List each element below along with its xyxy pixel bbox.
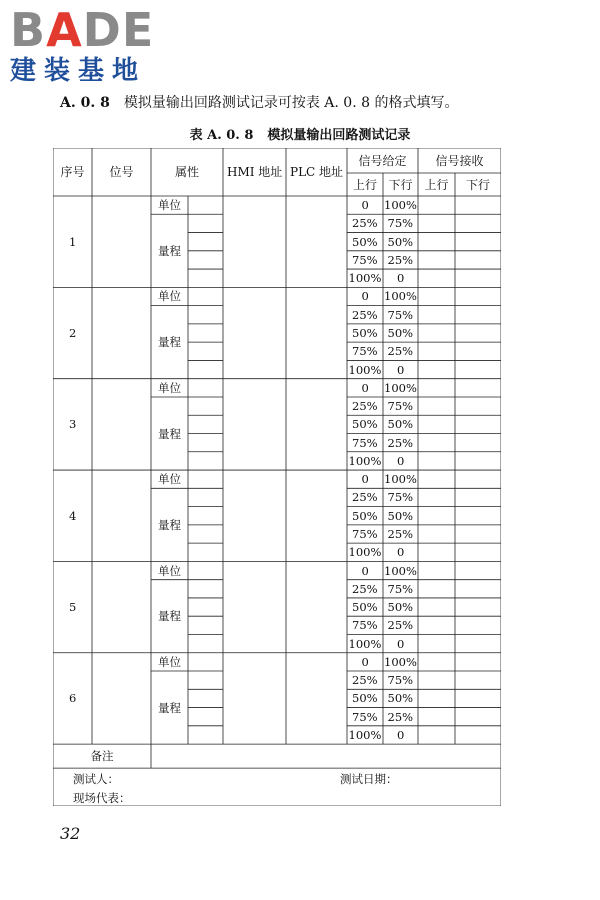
intro-text: 模拟量输出回路测试记录可按表 A. 0. 8 的格式填写。 xyxy=(123,95,459,111)
signal-given-down-value: 50% xyxy=(387,600,414,615)
unit-label: 单位 xyxy=(158,289,181,304)
signal-given-up-value: 50% xyxy=(352,326,378,341)
header-tag: 位号 xyxy=(109,165,134,179)
logo-letters-de: DE xyxy=(82,3,155,57)
unit-label: 单位 xyxy=(158,380,181,395)
table-caption xyxy=(0,124,600,143)
header-signal-given: 信号给定 xyxy=(358,153,407,168)
logo-letter-a: A xyxy=(46,3,83,57)
header-given-up: 上行 xyxy=(353,177,378,192)
signal-given-up-value: 25% xyxy=(352,673,378,688)
signal-given-up-value: 50% xyxy=(352,234,378,249)
signal-given-up-value: 25% xyxy=(352,307,378,322)
site-rep-label: 现场代表： xyxy=(73,791,131,806)
signal-given-up-value: 100% xyxy=(348,362,382,377)
signal-given-down-value: 100% xyxy=(384,380,417,395)
signal-given-down-value: 25% xyxy=(387,252,414,267)
range-label: 量程 xyxy=(158,517,181,532)
signal-given-up-value: 75% xyxy=(352,618,378,633)
range-label: 量程 xyxy=(158,243,181,258)
signal-given-up-value: 75% xyxy=(352,344,378,359)
logo-wordmark xyxy=(10,3,175,57)
signal-given-down-value: 75% xyxy=(387,399,414,414)
signal-given-up-value: 75% xyxy=(352,252,378,267)
signal-given-up-value: 50% xyxy=(352,417,378,432)
range-label: 量程 xyxy=(158,700,181,715)
signal-given-up-value: 50% xyxy=(352,600,378,615)
test-date-label: 测试日期： xyxy=(340,772,398,787)
table-grid xyxy=(53,148,501,806)
row-seq-number: 4 xyxy=(69,508,77,523)
signal-given-up-value: 50% xyxy=(352,691,378,706)
signal-given-up-value: 75% xyxy=(352,435,378,450)
signal-given-down-value: 25% xyxy=(387,435,414,450)
signal-given-up-value: 0 xyxy=(361,563,369,578)
signal-given-down-value: 50% xyxy=(387,234,414,249)
bade-logo xyxy=(10,3,175,86)
row-seq-number: 2 xyxy=(69,326,77,341)
signal-given-down-value: 0 xyxy=(397,362,405,377)
signal-given-down-value: 50% xyxy=(387,691,414,706)
header-given-down: 下行 xyxy=(388,177,413,192)
range-label: 量程 xyxy=(158,335,181,350)
logo-letter-b: B xyxy=(10,3,47,57)
signal-given-up-value: 25% xyxy=(352,399,378,414)
header-received-down: 下行 xyxy=(466,177,491,192)
header-signal-received: 信号接收 xyxy=(435,153,484,168)
signal-given-down-value: 100% xyxy=(384,472,417,487)
row-seq-number: 5 xyxy=(69,600,77,615)
signal-given-down-value: 75% xyxy=(387,307,414,322)
signal-given-down-value: 75% xyxy=(387,673,414,688)
signal-given-down-value: 0 xyxy=(397,271,405,286)
signal-given-down-value: 75% xyxy=(387,490,414,505)
signal-given-down-value: 50% xyxy=(387,417,414,432)
signal-given-up-value: 25% xyxy=(352,216,378,231)
logo-subtitle: 建装基地 xyxy=(10,56,147,86)
signal-given-down-value: 25% xyxy=(387,526,414,541)
signal-given-down-value: 100% xyxy=(384,654,417,669)
caption-title: 模拟量输出回路测试记录 xyxy=(267,128,411,143)
signal-given-up-value: 100% xyxy=(348,636,382,651)
signal-given-up-value: 0 xyxy=(361,198,369,213)
intro-number: A. 0. 8 xyxy=(60,95,110,111)
signal-given-up-value: 0 xyxy=(361,289,369,304)
signal-given-down-value: 50% xyxy=(387,508,414,523)
unit-label: 单位 xyxy=(158,654,181,669)
intro-paragraph xyxy=(60,92,458,112)
signal-given-down-value: 75% xyxy=(387,216,414,231)
signal-given-up-value: 100% xyxy=(348,545,382,560)
signal-given-up-value: 100% xyxy=(348,727,382,742)
header-seq: 序号 xyxy=(60,165,85,179)
unit-label: 单位 xyxy=(158,198,181,213)
signal-given-up-value: 0 xyxy=(361,380,369,395)
signal-given-up-value: 0 xyxy=(361,472,369,487)
signal-given-down-value: 75% xyxy=(387,581,414,596)
header-hmi: HMI 地址 xyxy=(227,165,283,179)
unit-label: 单位 xyxy=(158,563,181,578)
signal-given-down-value: 0 xyxy=(397,636,405,651)
row-seq-number: 3 xyxy=(69,417,77,432)
header-attr: 属性 xyxy=(175,165,200,179)
signal-given-down-value: 25% xyxy=(387,618,414,633)
page-number: 32 xyxy=(60,824,81,843)
signal-given-up-value: 75% xyxy=(352,709,378,724)
signal-given-down-value: 0 xyxy=(397,545,405,560)
signal-given-down-value: 100% xyxy=(384,289,417,304)
signal-given-up-value: 25% xyxy=(352,581,378,596)
caption-number: 表 A. 0. 8 xyxy=(189,128,254,143)
remarks-label: 备注 xyxy=(90,749,114,764)
signal-given-up-value: 100% xyxy=(348,453,382,468)
signal-given-up-value: 100% xyxy=(348,271,382,286)
signal-given-down-value: 50% xyxy=(387,326,414,341)
signal-given-up-value: 50% xyxy=(352,508,378,523)
range-label: 量程 xyxy=(158,426,181,441)
tester-label: 测试人： xyxy=(73,772,119,787)
unit-label: 单位 xyxy=(158,472,181,487)
signal-given-down-value: 100% xyxy=(384,198,417,213)
range-label: 量程 xyxy=(158,609,181,624)
row-seq-number: 6 xyxy=(69,691,77,706)
header-received-up: 上行 xyxy=(424,177,449,192)
signal-given-up-value: 25% xyxy=(352,490,378,505)
signal-given-up-value: 75% xyxy=(352,526,378,541)
header-plc: PLC 地址 xyxy=(290,165,344,179)
signal-given-up-value: 0 xyxy=(361,654,369,669)
signal-given-down-value: 25% xyxy=(387,709,414,724)
row-seq-number: 1 xyxy=(69,234,77,249)
signal-given-down-value: 25% xyxy=(387,344,414,359)
test-record-table xyxy=(53,148,501,806)
signal-given-down-value: 100% xyxy=(384,563,417,578)
signal-given-down-value: 0 xyxy=(397,453,405,468)
signal-given-down-value: 0 xyxy=(397,727,405,742)
